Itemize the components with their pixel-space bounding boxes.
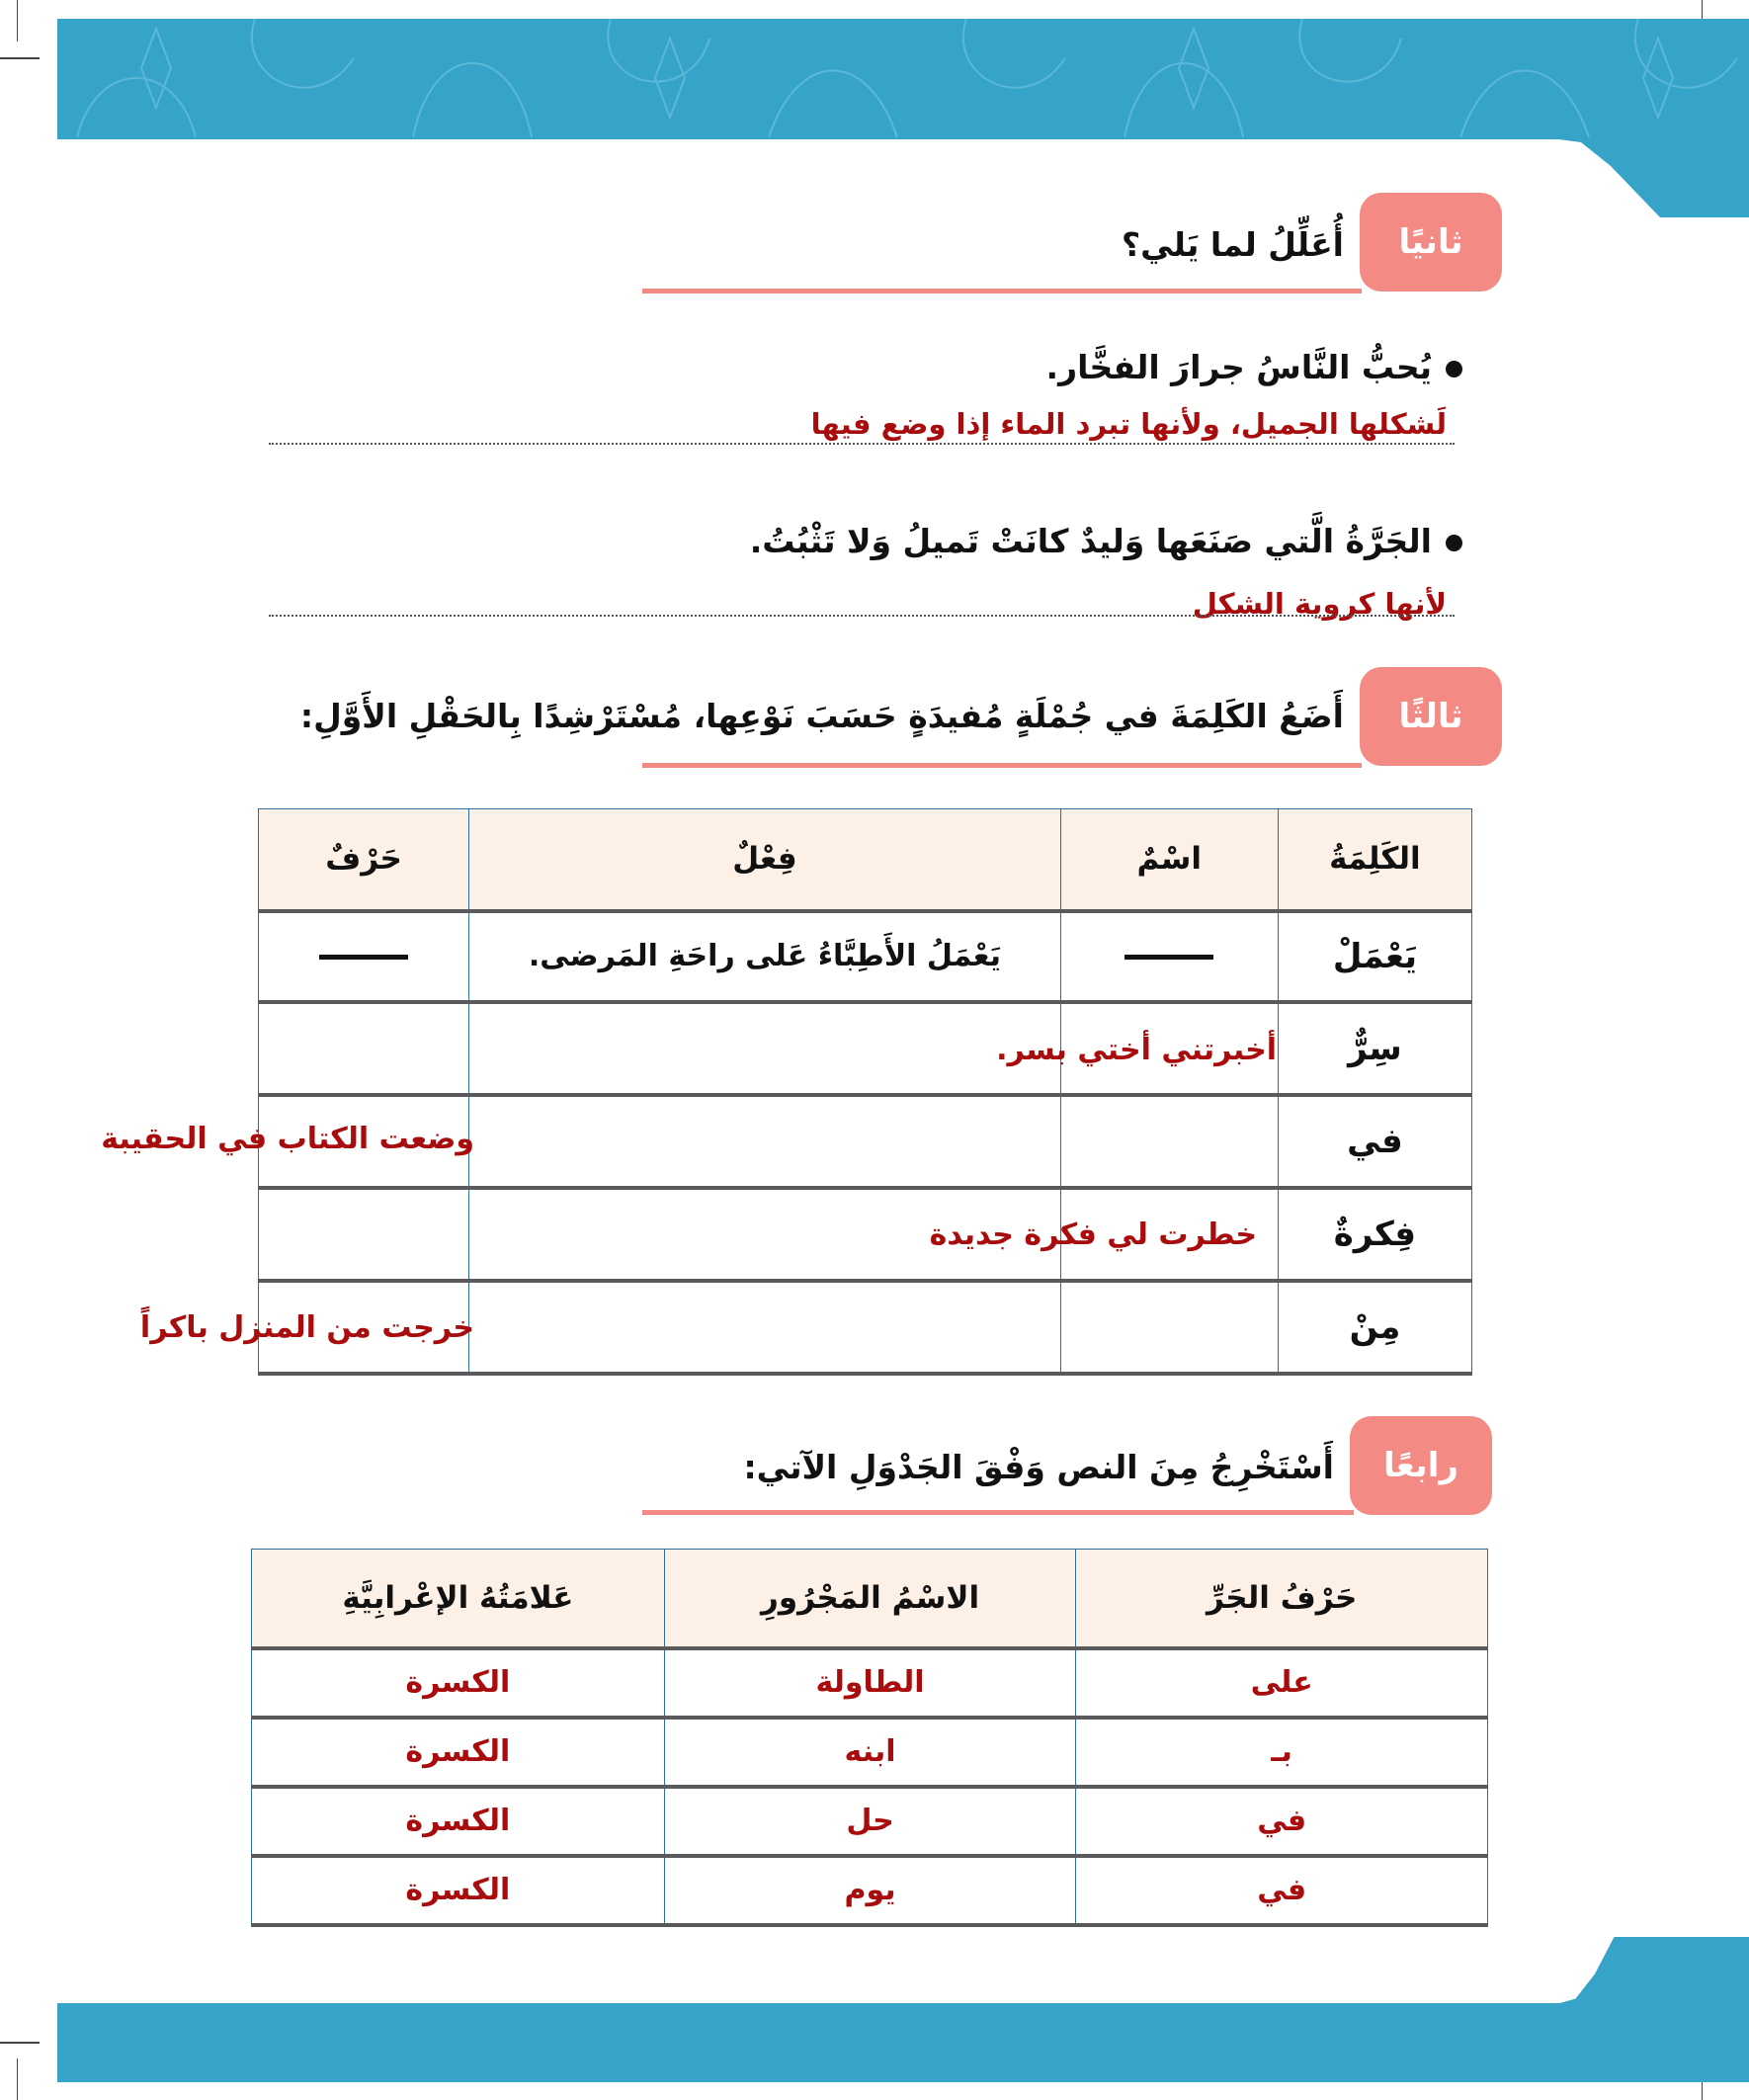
dash-mark — [1124, 955, 1213, 960]
answer-line-1 — [269, 443, 1455, 445]
header-noun: اسْمٌ — [1060, 809, 1278, 911]
table-header-row — [252, 1550, 1488, 1648]
section2-answer-1: لَشكلها الجميل، ولأنها تبرد الماء إذا وضع فيها — [810, 407, 1447, 441]
marker-cell: الكسرة — [252, 1718, 665, 1787]
word-cell: يَعْمَلْ — [1278, 911, 1471, 1002]
answer-line-2 — [269, 615, 1455, 617]
header-word: الكَلِمَةُ — [1278, 809, 1471, 911]
section2-badge: ثانيًا — [1360, 193, 1502, 292]
header-verb: فِعْلٌ — [469, 809, 1060, 911]
dash-mark — [319, 955, 408, 960]
footer-banner — [57, 2003, 1749, 2082]
verb-cell[interactable] — [469, 1095, 1060, 1188]
table-row — [252, 1787, 1488, 1856]
section2-answer-2: لأنها كروية الشكل — [1192, 587, 1447, 621]
section4-title: أَسْتَخْرِجُ مِنَ النص وَفْقَ الجَدْوَلِ الآتي: — [743, 1448, 1334, 1486]
section3-badge: ثالثًا — [1360, 667, 1502, 766]
bullet-icon — [1446, 535, 1462, 551]
noun-cell: الطاولة — [664, 1648, 1076, 1718]
particle-cell — [259, 911, 469, 1002]
table-header-row — [259, 809, 1472, 911]
section4-badge: رابعًا — [1350, 1416, 1492, 1515]
table-row — [252, 1648, 1488, 1718]
noun-cell: يوم — [664, 1856, 1076, 1925]
particle-cell[interactable] — [259, 1002, 469, 1095]
marker-cell: الكسرة — [252, 1856, 665, 1925]
table-row — [252, 1856, 1488, 1925]
section2-question-1: يُحبُّ النَّاسُ جرارَ الفخَّار. — [1046, 348, 1462, 386]
crop-mark — [17, 2058, 18, 2100]
section2-title: أُعَلِّلُ لما يَلي؟ — [1121, 225, 1344, 264]
header-curve — [1551, 138, 1749, 217]
page-number: ١٤ — [1540, 1962, 1581, 2001]
section3-title: أَضَعُ الكَلِمَةَ في جُمْلَةٍ مُفيدَةٍ حَسَبَ نَوْعِها، مُسْتَرْشِدًا بِالحَقْلِ الأَوَّلِ: — [299, 697, 1344, 735]
answer-fikra: خطرت لي فكرة جديدة — [929, 1218, 1257, 1252]
bullet-icon — [1446, 361, 1462, 378]
header-particle: حَرْفٌ — [259, 809, 469, 911]
crop-mark — [0, 2042, 40, 2044]
noun-cell — [1060, 911, 1278, 1002]
table-row — [259, 1002, 1472, 1095]
preposition-table — [251, 1549, 1488, 1927]
section2-rule — [642, 289, 1362, 294]
marker-cell: الكسرة — [252, 1648, 665, 1718]
particle-cell[interactable] — [259, 1188, 469, 1281]
preposition-cell: في — [1076, 1787, 1488, 1856]
noun-cell[interactable] — [1060, 1281, 1278, 1374]
marker-cell: الكسرة — [252, 1787, 665, 1856]
answer-min: خرجت من المنزل باكراً — [139, 1310, 474, 1345]
noun-cell: حل — [664, 1787, 1076, 1856]
verb-cell[interactable] — [469, 1002, 1060, 1095]
answer-fi: وضعت الكتاب في الحقيبة — [101, 1122, 474, 1156]
ornament-pattern-icon — [57, 19, 1749, 139]
noun-cell[interactable] — [1060, 1095, 1278, 1188]
verb-cell[interactable] — [469, 1281, 1060, 1374]
word-cell: مِنْ — [1278, 1281, 1471, 1374]
header-preposition: حَرْفُ الجَرِّ — [1076, 1550, 1488, 1648]
section2-question-2: الجَرَّةُ الَّتي صَنَعَها وَليدٌ كانَتْ تَميلُ وَلا تَثْبُتُ. — [750, 522, 1462, 560]
word-classification-table — [258, 808, 1472, 1376]
word-cell: فِكرةٌ — [1278, 1188, 1471, 1281]
header-genitive-noun: الاسْمُ المَجْرُورِ — [664, 1550, 1076, 1648]
crop-mark — [0, 57, 40, 59]
header-banner — [57, 19, 1749, 139]
header-case-marker: عَلامَتُهُ الإعْرابِيَّةِ — [252, 1550, 665, 1648]
footer-curve — [1556, 1937, 1749, 2004]
answer-sirr: أخبرتني أختي بسر. — [996, 1033, 1277, 1067]
noun-cell: ابنه — [664, 1718, 1076, 1787]
table-row — [259, 1188, 1472, 1281]
verb-cell: يَعْمَلُ الأَطِبَّاءُ عَلى راحَةِ المَرضى. — [469, 911, 1060, 1002]
preposition-cell: في — [1076, 1856, 1488, 1925]
word-cell: سِرٌّ — [1278, 1002, 1471, 1095]
preposition-cell: على — [1076, 1648, 1488, 1718]
table-row — [259, 911, 1472, 1002]
section4-rule — [642, 1510, 1354, 1515]
table-row — [252, 1718, 1488, 1787]
section3-rule — [642, 763, 1362, 768]
word-cell: في — [1278, 1095, 1471, 1188]
crop-mark — [17, 0, 18, 42]
preposition-cell: بـ — [1076, 1718, 1488, 1787]
